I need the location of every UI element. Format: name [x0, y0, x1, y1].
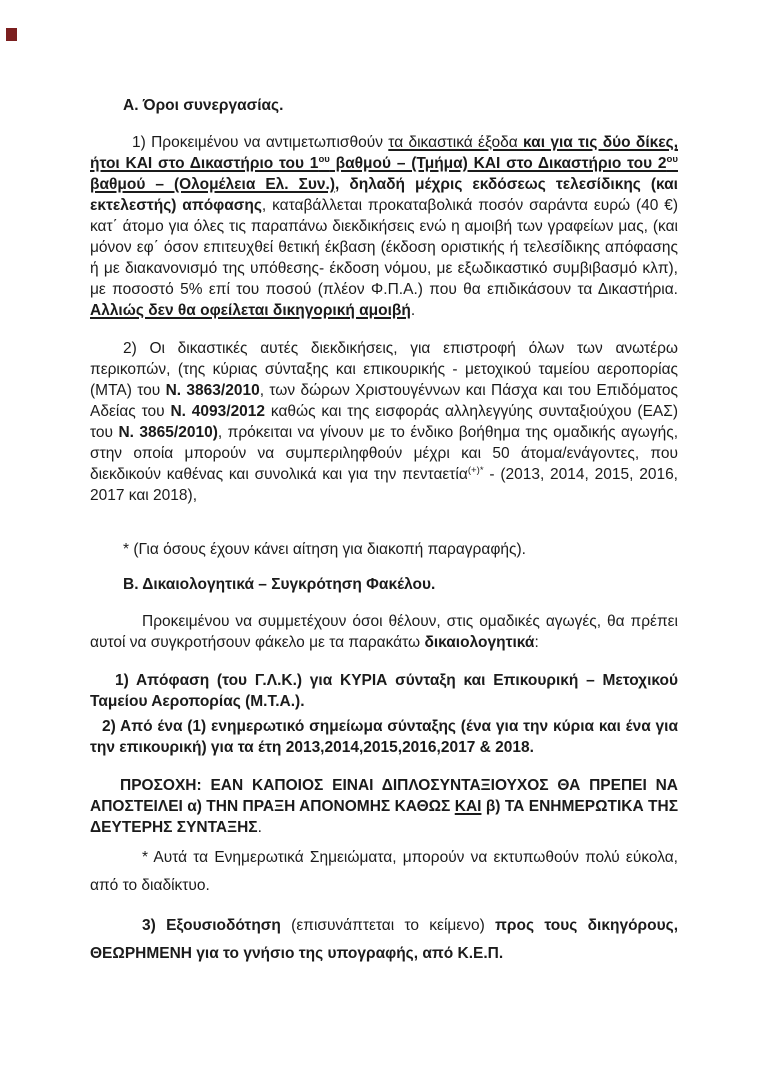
footnote-print-online	[90, 844, 678, 900]
text-run: , πρόκειται να γίνουν με το ένδικο βοήθημα της ομαδικής αγωγής, στην οποία μπορούν να συμπεριληφθούν μέχρι και 50 άτομα/ενάγοντες, που διεκδικούν καθένας και συνολικά και για την πενταετία	[90, 424, 679, 483]
text-run: βαθμού – (Τμήμα) ΚΑΙ στο Δικαστήριο του 2	[329, 155, 667, 172]
list-item-decision	[90, 670, 678, 712]
section-heading-b	[90, 574, 678, 595]
text-run: - (2013, 2014, 2015, 2016, 2017 και 2018),	[90, 466, 678, 504]
text-run: Αλλιώς δεν θα οφείλεται δικηγορική αμοιβή	[90, 302, 411, 319]
warning-double-pensioners	[90, 775, 678, 838]
paragraph-judicial-claims	[90, 338, 678, 506]
text-run: προς τους δικηγόρους, ΘΕΩΡΗΜΕΝΗ για το γνήσιο της υπογραφής, από Κ.Ε.Π.	[90, 917, 678, 962]
list-item-authorization	[90, 912, 678, 968]
text-run: τα δικαστικά έξοδα	[388, 134, 524, 151]
text-run: Προκειμένου να συμμετέχουν όσοι θέλουν, στις ομαδικές αγωγές, θα πρέπει αυτοί να συγκροτήσουν φάκελο με τα παρακάτω	[90, 613, 678, 651]
text-run: ου	[318, 153, 330, 165]
footnote-prescription	[90, 539, 678, 560]
text-run: Ν. 3865/2010)	[118, 424, 218, 441]
text-run: ΚΑΙ	[454, 798, 482, 815]
text-run: , των δώρων Χριστουγέννων και Πάσχα και του Επιδόματος Αδείας του	[90, 382, 679, 420]
text-run: και για τις δύο δίκες, ήτοι ΚΑΙ στο Δικαστήριο του 1	[90, 134, 678, 172]
text-run: ου	[666, 153, 678, 165]
text-run: Ν. 4093/2012	[170, 403, 266, 420]
paragraph-terms-of-cooperation	[90, 132, 678, 321]
section-heading-a	[90, 95, 678, 116]
text-run: Ν. 3863/2010	[165, 382, 260, 399]
text-run: * Αυτά τα Ενημερωτικά Σημειώματα, μπορούν να εκτυπωθούν πολύ εύκολα, από το διαδίκτυο.	[90, 849, 678, 894]
text-run: (+)*	[467, 464, 484, 476]
text-run: 2) Από ένα (1) ενημερωτικό σημείωμα σύνταξης (ένα για την κύρια και ένα για την επικουρική) για τα έτη 2013,2014,2015,2016,2017 & 2018.	[90, 718, 678, 756]
text-run: :	[534, 634, 539, 651]
text-run: (επισυνάπτεται το κείμενο)	[280, 917, 496, 934]
underlined-text	[90, 302, 411, 319]
text-run: , καταβάλλεται προκαταβολικά ποσόν σαράντα ευρώ (40 €) κατ΄ άτομο για όλες τις παραπάνω διεκδικήσεις ενώ η αμοιβή των γραφείων μας, (και μόνον εφ΄ όσον επιτευχθεί θετική έκβαση (έκδοση οριστικής ή τελεσίδικης απόφασης ή με διακανονισμό της υπόθεσης- έκδοση νόμου, με εξωδικαστικό συμβιβασμό κλπ), με ποσοστό 5% επί του ποσού (πλέον Φ.Π.Α.) που θα επιδικάσουν τα Δικαστήρια.	[90, 197, 678, 298]
text-run: Β. Δικαιολογητικά – Συγκρότηση Φακέλου.	[123, 576, 436, 593]
text-run: βαθμού – (Ολομέλεια Ελ. Συν.)	[90, 176, 336, 193]
text-run: * (Για όσους έχουν κάνει αίτηση για διακοπή παραγραφής).	[123, 541, 526, 558]
text-run: καθώς και της εισφοράς αλληλεγγύης συνταξιούχου (ΕΑΣ) του	[90, 403, 678, 441]
text-run: β) ΤΑ ΕΝΗΜΕΡΩΤΙΚΑ ΤΗΣ ΔΕΥΤΕΡΗΣ ΣΥΝΤΑΞΗΣ	[90, 798, 679, 836]
text-run: Α. Όροι συνεργασίας.	[123, 97, 284, 114]
text-run: ΠΡΟΣΟΧΗ: ΕΑΝ ΚΑΠΟΙΟΣ ΕΙΝΑΙ ΔΙΠΛΟΣΥΝΤΑΞΙΟΥΧΟΣ ΘΑ ΠΡΕΠΕΙ ΝΑ ΑΠΟΣΤΕΙΛΕΙ α) ΤΗΝ ΠΡΑΞΗ ΑΠΟΝΟΜΗΣ ΚΑΘΩΣ	[90, 777, 678, 815]
paragraph-participation	[90, 611, 678, 653]
underlined-text	[455, 798, 482, 815]
text-run: δικαιολογητικά	[424, 634, 535, 651]
red-page-mark	[6, 28, 17, 41]
text-run: .	[257, 819, 262, 836]
list-item-pension-notes	[90, 716, 678, 758]
text-run: 1) Προκειμένου να αντιμετωπισθούν	[132, 134, 389, 151]
text-run: 3) Εξουσιοδότηση	[142, 917, 281, 934]
text-run: 1) Απόφαση (του Γ.Λ.Κ.) για ΚΥΡΙΑ σύνταξη και Επικουρική – Μετοχικού Ταμείου Αεροπορίας (Μ.Τ.Α.).	[90, 672, 678, 710]
text-run: .	[410, 302, 416, 319]
text-run: , δηλαδή μέχρις εκδόσεως τελεσίδικης (και εκτελεστής) απόφασης	[90, 176, 678, 214]
text-run: 2) Οι δικαστικές αυτές διεκδικήσεις, για επιστροφή όλων των ανωτέρω περικοπών, (της κύριας σύνταξης και επικουρικής - μετοχικού ταμείου αεροπορίας (ΜΤΑ) του	[90, 340, 678, 399]
